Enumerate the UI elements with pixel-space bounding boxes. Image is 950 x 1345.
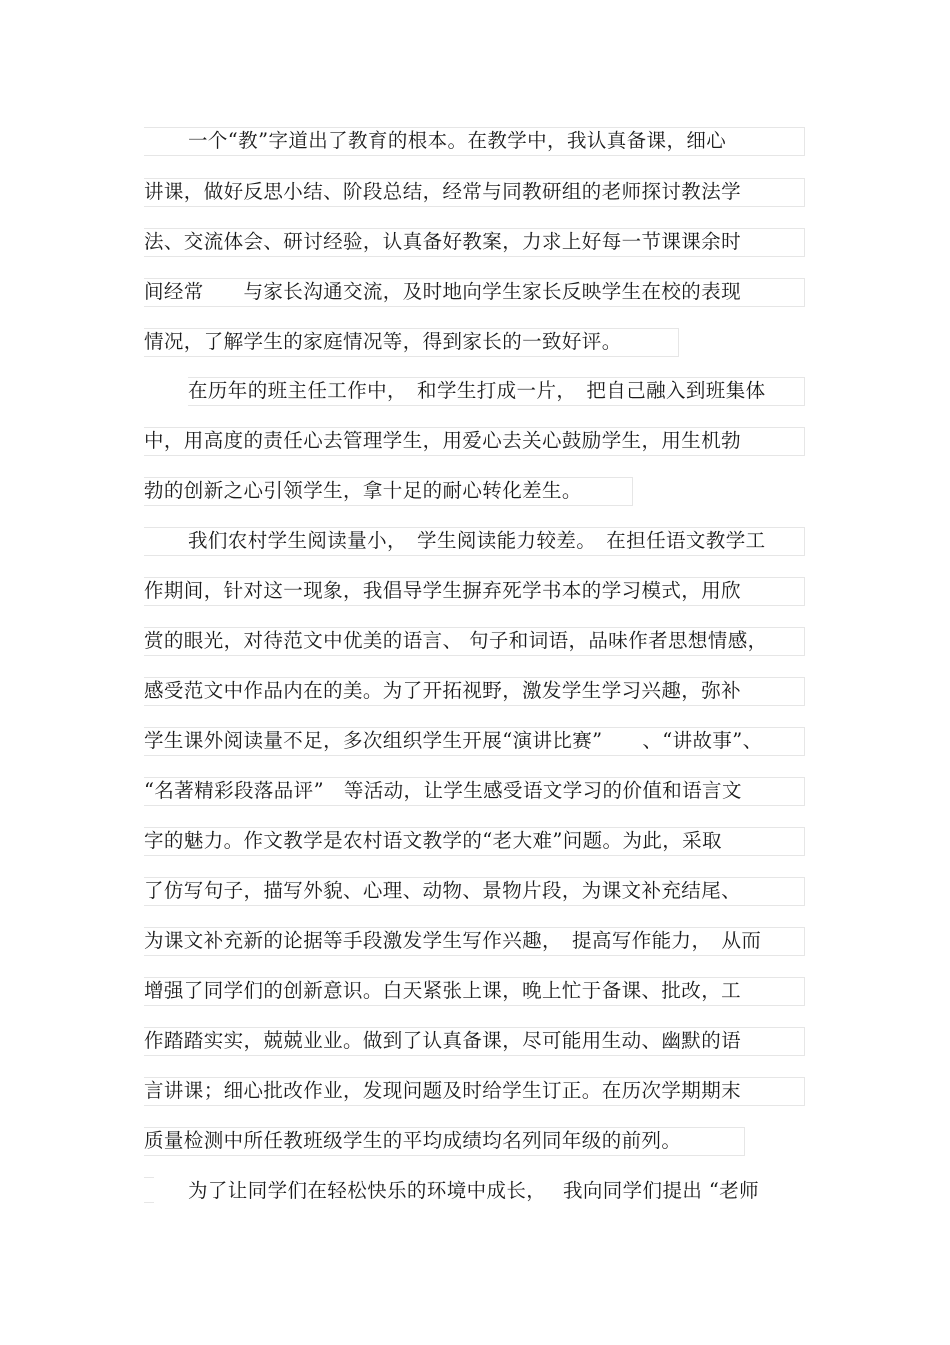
text-line: 情况，了解学生的家庭情况等，得到家长的一致好评。 (144, 330, 622, 353)
text-line: 一个“教”字道出了教育的根本。在教学中，我认真备课，细心 (188, 129, 727, 152)
text-line: 我们农村学生阅读量小， 学生阅读能力较差。 在担任语文教学工 (188, 529, 766, 552)
text-line: 作踏踏实实，兢兢业业。做到了认真备课，尽可能用生动、幽默的语 (144, 1029, 742, 1052)
text-line: 感受范文中作品内在的美。为了开拓视野，激发学生学习兴趣，弥补 (144, 679, 742, 702)
text-line: 为课文补充新的论据等手段激发学生写作兴趣， 提高写作能力， 从而 (144, 929, 762, 952)
text-line: 学生课外阅读量不足，多次组织学生开展“演讲比赛” 、“讲故事”、 (144, 729, 763, 752)
text-line: “名著精彩段落品评” 等活动，让学生感受语文学习的价值和语言文 (144, 779, 742, 802)
text-line: 言讲课；细心批改作业，发现问题及时给学生订正。在历次学期期末 (144, 1079, 742, 1102)
text-line: 间经常 与家长沟通交流，及时地向学生家长反映学生在校的表现 (144, 280, 742, 303)
text-line: 作期间，针对这一现象，我倡导学生摒弃死学书本的学习模式，用欣 (144, 579, 742, 602)
text-line: 中，用高度的责任心去管理学生，用爱心去关心鼓励学生，用生机勃 (144, 429, 742, 452)
text-line: 讲课，做好反思小结、阶段总结，经常与同教研组的老师探讨教法学 (144, 180, 742, 203)
text-line: 了仿写句子，描写外貌、心理、动物、景物片段，为课文补充结尾、 (144, 879, 742, 902)
text-line: 勃的创新之心引领学生，拿十足的耐心转化差生。 (144, 479, 582, 502)
text-line: 质量检测中所任教班级学生的平均成绩均名列同年级的前列。 (144, 1129, 682, 1152)
text-line: 增强了同学们的创新意识。白天紧张上课，晚上忙于备课、批改，工 (144, 979, 742, 1002)
text-line: 为了让同学们在轻松快乐的环境中成长， 我向同学们提出 “老师 (188, 1179, 760, 1202)
text-line: 法、交流体会、研讨经验，认真备好教案，力求上好每一节课课余时 (144, 230, 742, 253)
text-line: 在历年的班主任工作中， 和学生打成一片， 把自己融入到班集体 (188, 379, 766, 402)
text-line: 字的魅力。作文教学是农村语文教学的“老大难”问题。为此，采取 (144, 829, 722, 852)
line-border (144, 1177, 154, 1203)
text-line: 赏的眼光，对待范文中优美的语言、 句子和词语，品味作者思想情感， (144, 629, 768, 652)
